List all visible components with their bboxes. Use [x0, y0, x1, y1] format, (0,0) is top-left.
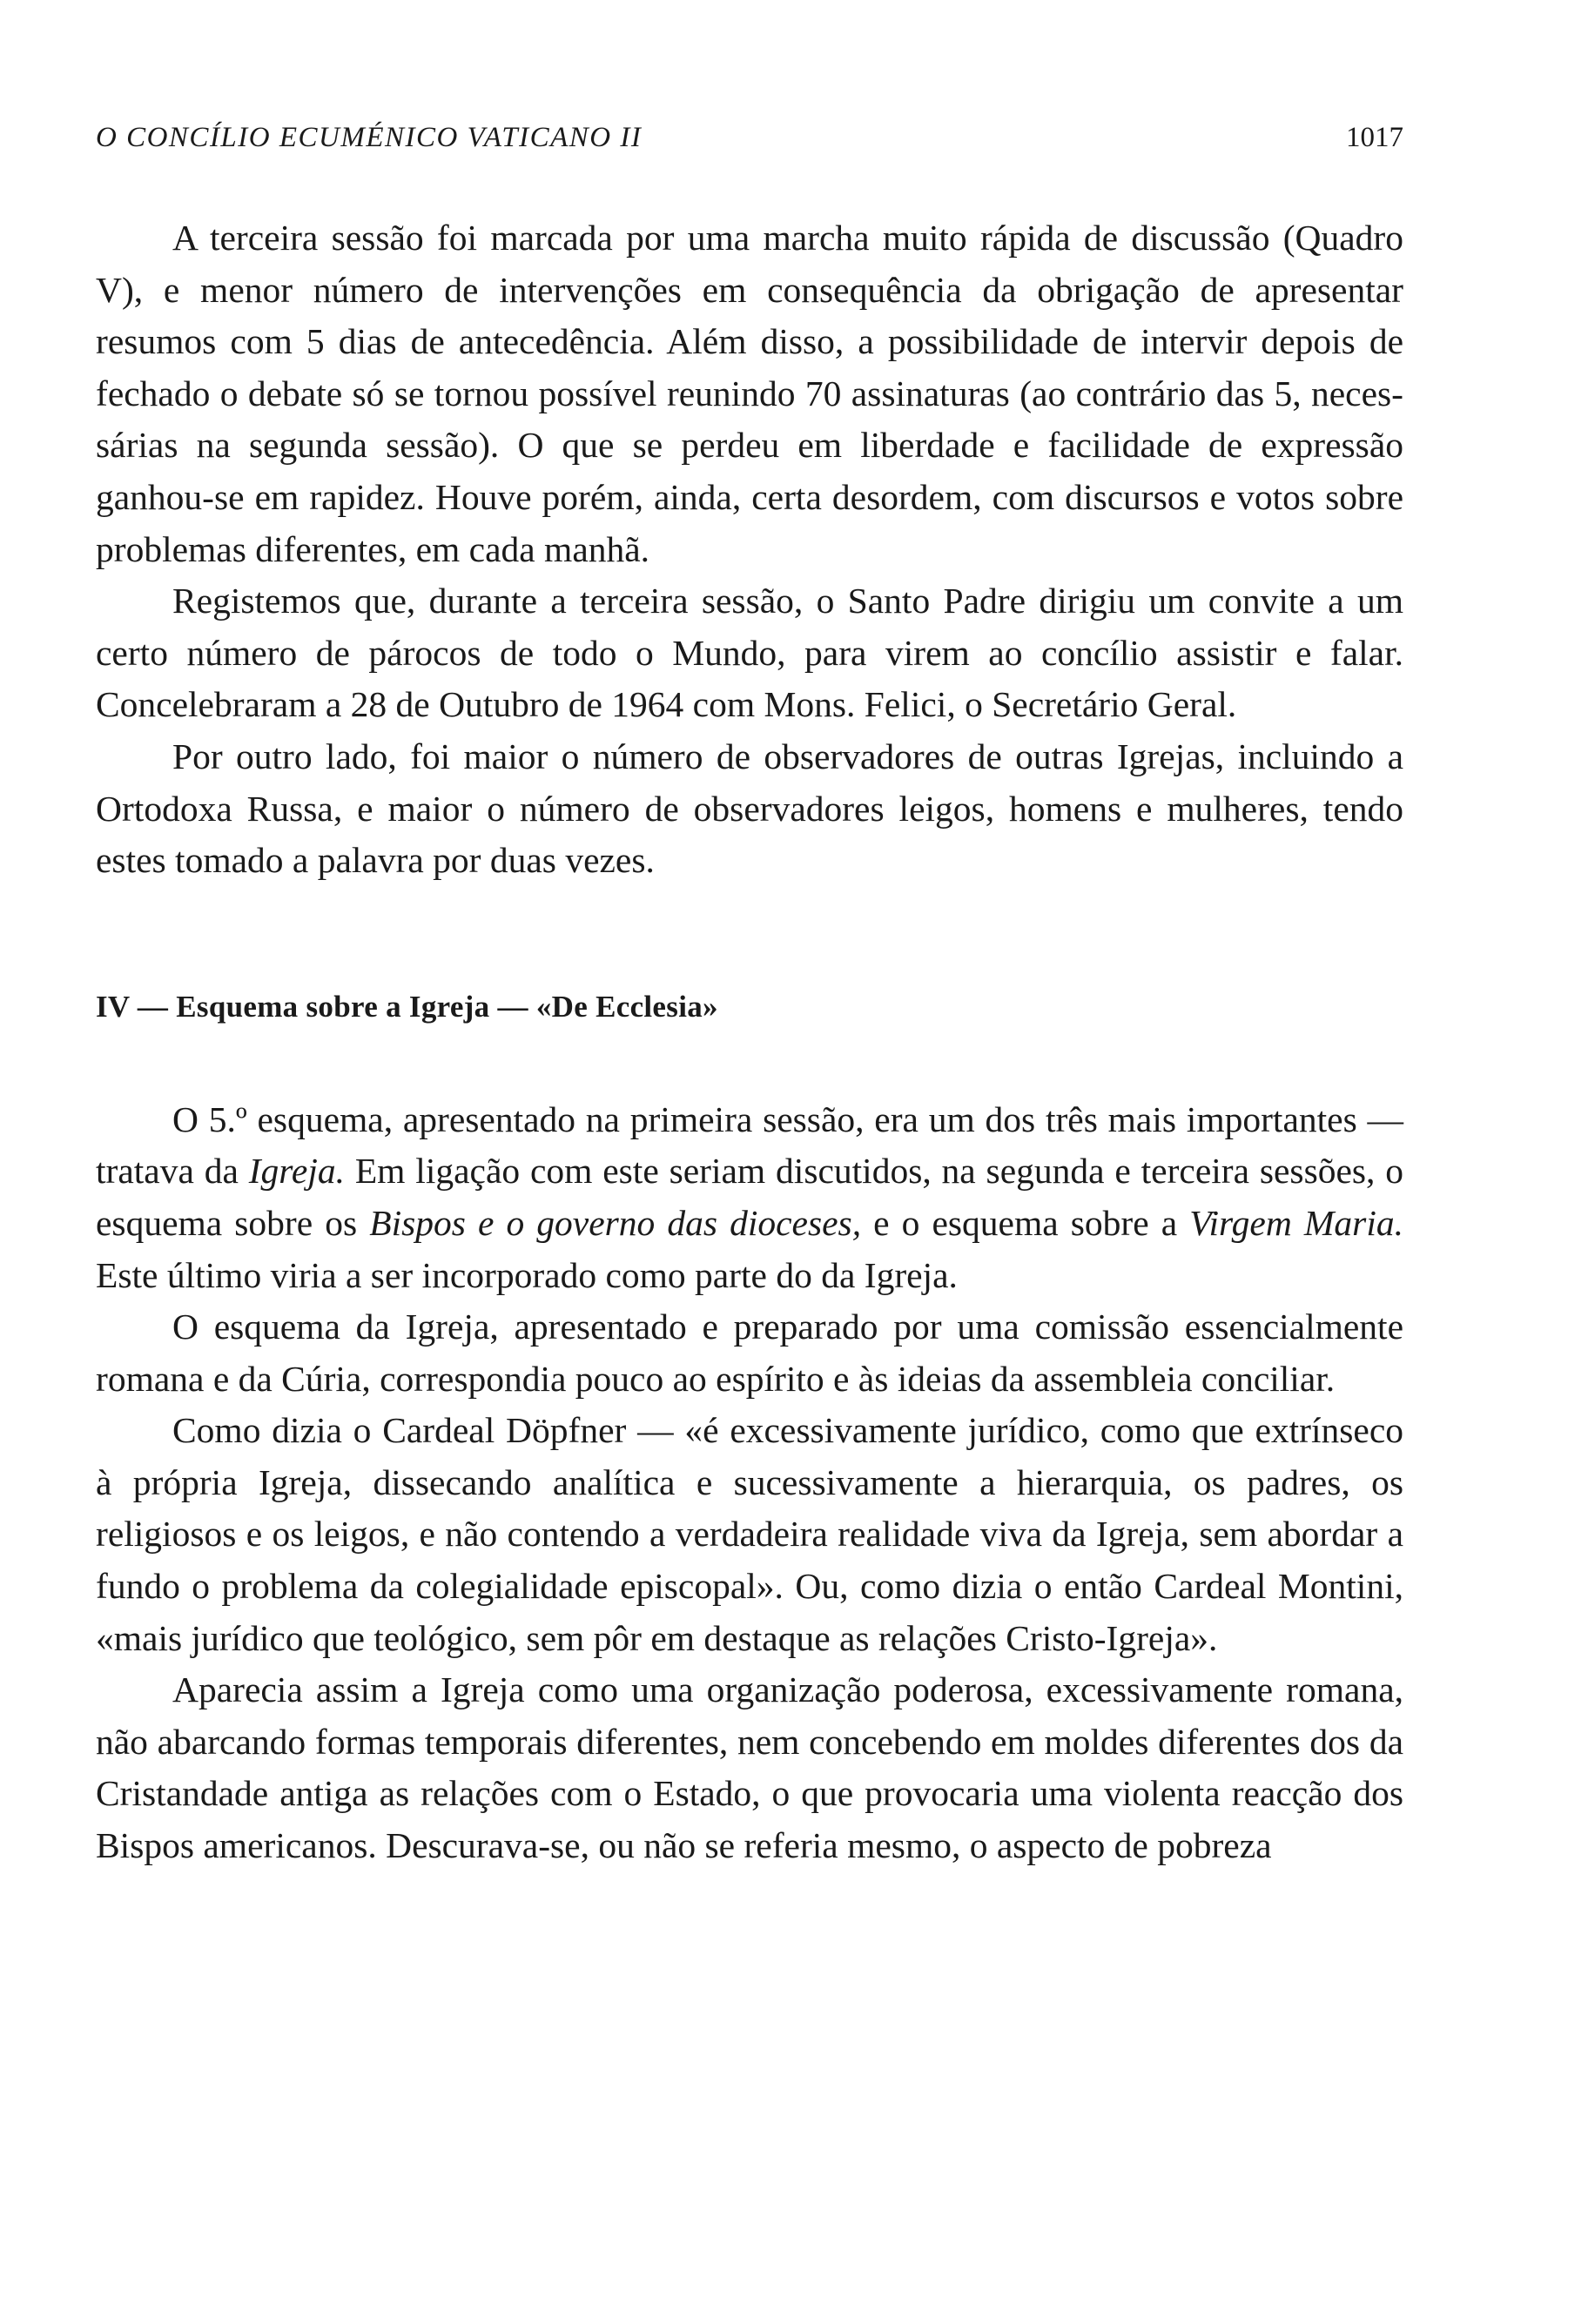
p4-text-c: Em ligação com este seriam discutidos, na segunda e terceira sessões, o esquema sobre os — [96, 1151, 1403, 1243]
paragraph-dopfner-quote: Como dizia o Cardeal Döpfner — «é excessivamente jurídico, como que extrínseco à própria Igreja, dissecando analítica e sucessivamente a hierarquia, os padres, os religiosos e os leigos, e não contendo a verdadeira realidade viva da Igreja, sem abordar a fundo o problema da colegialidade episcopal». Ou, como dizia o então Cardeal Montini, «mais jurídico que teológico, sem pôr em destaque as relações Cristo-Igreja». — [96, 1410, 1403, 1658]
p4-text-g: Este último viria a ser incorporado como parte do da Igreja. — [96, 1254, 958, 1295]
p4-italic-bispos: Bispos e o governo das dioceses, — [369, 1202, 862, 1243]
p4-italic-igreja: Igreja. — [248, 1151, 345, 1192]
p4-italic-virgem-maria: Virgem Maria. — [1189, 1202, 1403, 1243]
paragraph-parish-priests: Registemos que, durante a terceira sessão, o Santo Padre dirigiu um convite a um certo número de párocos de todo o Mundo, para virem ao concílio assistir e falar. Concelebraram a 28 de Outubro de 1964 com Mons. Felici, o Secretário Geral. — [96, 581, 1403, 725]
page-number: 1017 — [1346, 122, 1403, 153]
paragraph-observers: Por outro lado, foi maior o número de observadores de outras Igrejas, incluindo a Ortodoxa Russa, e maior o número de observadores leigos, homens e mulheres, tendo estes tomado a palavra por duas vezes. — [96, 735, 1403, 881]
paragraph-fifth-schema — [96, 1094, 1403, 1301]
book-page — [96, 122, 1403, 1872]
paragraph-third-session: A terceira sessão foi marcada por uma marcha muito rápida de discussão (Quadro V), e menor número de intervenções em consequência da obrigação de apresentar resumos com 5 dias de antecedência. Além disso, a possibilidade de intervir depois de fechado o debate só se tornou possível reunindo 70 assinaturas (ao contrário das 5, necessárias na segunda sessão). O que se perdeu em liberdade e facilidade de expressão ganhou-se em rapidez. Houve porém, ainda, certa desordem, com discursos e votos sobre problemas diferentes, em cada manhã. — [96, 218, 1403, 569]
p4-text-a: O 5.º esquema, apresentado na primeira sessão, era um dos três mais importantes — tratava da — [96, 1098, 1403, 1192]
paragraph-powerful-organization: Aparecia assim a Igreja como uma organização poderosa, excessivamente romana, não abarcando formas temporais diferentes, nem concebendo em moldes diferentes dos da Cristandade antiga as relações com o Estado, o que provocaria uma violenta reacção dos Bispos americanos. Descurava-se, ou não se referia mesmo, o aspecto de pobreza — [96, 1669, 1403, 1866]
paragraph-schema-church: O esquema da Igreja, apresentado e preparado por uma comissão essencialmente romana e da Cúria, correspondia pouco ao espírito e às ideias da assembleia conciliar. — [96, 1306, 1403, 1399]
section-heading: IV — Esquema sobre a Igreja — «De Ecclesia» — [96, 989, 718, 1024]
running-title: O CONCÍLIO ECUMÉNICO VATICANO II — [96, 122, 643, 153]
running-header — [96, 122, 1403, 174]
p4-text-e: e o esquema sobre a — [861, 1202, 1190, 1243]
